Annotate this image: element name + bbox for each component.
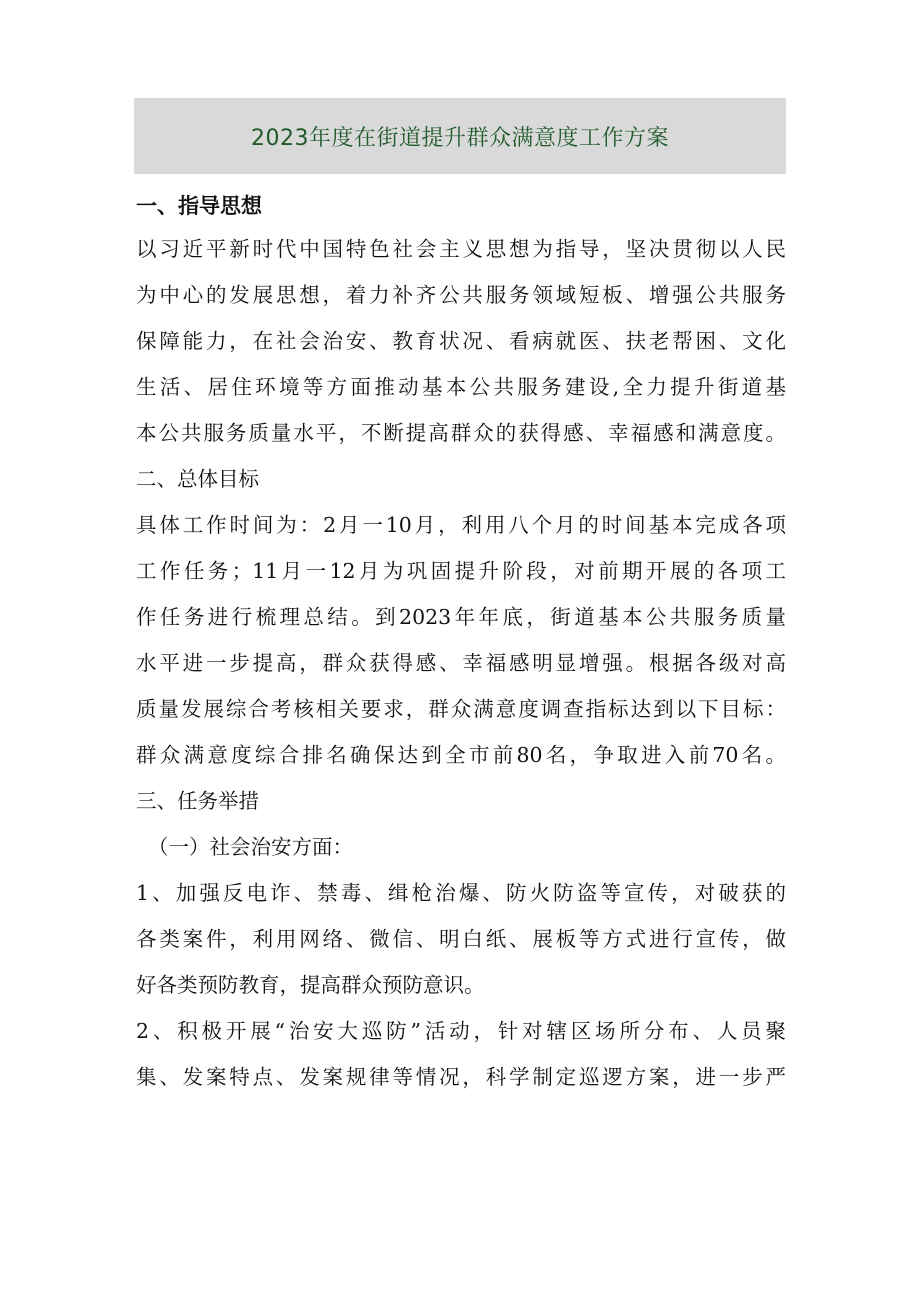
paragraph-line: 以习近平新时代中国特色社会主义思想为指导，坚决贯彻以人民: [136, 237, 786, 261]
list-item-line: 各类案件，利用网络、微信、明白纸、展板等方式进行宣传，做: [136, 927, 786, 951]
paragraph-line: 生活、居住环境等方面推动基本公共服务建设,全力提升街道基: [136, 375, 786, 399]
list-item-line: 2、积极开展“治安大巡防”活动，针对辖区场所分布、人员聚: [136, 1019, 786, 1043]
list-item-line: 好各类预防教育，提高群众预防意识。: [136, 973, 485, 997]
title-banner: [134, 98, 786, 174]
paragraph-line: 为中心的发展思想，着力补齐公共服务领域短板、增强公共服务: [136, 283, 786, 307]
paragraph-line: 群众满意度综合排名确保达到全市前80名，争取进入前70名。: [136, 743, 786, 767]
paragraph-line: 本公共服务质量水平，不断提高群众的获得感、幸福感和满意度。: [136, 421, 786, 445]
paragraph-line: 作任务进行梳理总结。到2023年年底，街道基本公共服务质量: [136, 605, 786, 629]
paragraph-line: 保障能力，在社会治安、教育状况、看病就医、扶老帮困、文化: [136, 329, 786, 353]
section-heading-guiding-ideology: 一、指导思想: [136, 194, 262, 218]
document-title: 2023年度在街道提升群众满意度工作方案: [251, 125, 669, 151]
paragraph-line: 质量发展综合考核相关要求，群众满意度调查指标达到以下目标：: [136, 697, 786, 721]
document-body: [136, 186, 786, 1100]
paragraph-line: 工作任务；11月一12月为巩固提升阶段，对前期开展的各项工: [136, 559, 786, 583]
section-heading-overall-goals: 二、总体目标: [136, 467, 259, 491]
list-item-line: 集、发案特点、发案规律等情况，科学制定巡逻方案，进一步严: [136, 1065, 786, 1089]
list-item-line: 1、加强反电诈、禁毒、缉枪治爆、防火防盗等宣传，对破获的: [136, 881, 786, 905]
paragraph-line: 水平进一步提高，群众获得感、幸福感明显增强。根据各级对高: [136, 651, 786, 675]
subsection-heading-public-security: （一）社会治安方面：: [148, 835, 353, 859]
paragraph-line: 具体工作时间为：2月一10月，利用八个月的时间基本完成各项: [136, 513, 786, 537]
section-heading-task-measures: 三、任务举措: [136, 789, 259, 813]
